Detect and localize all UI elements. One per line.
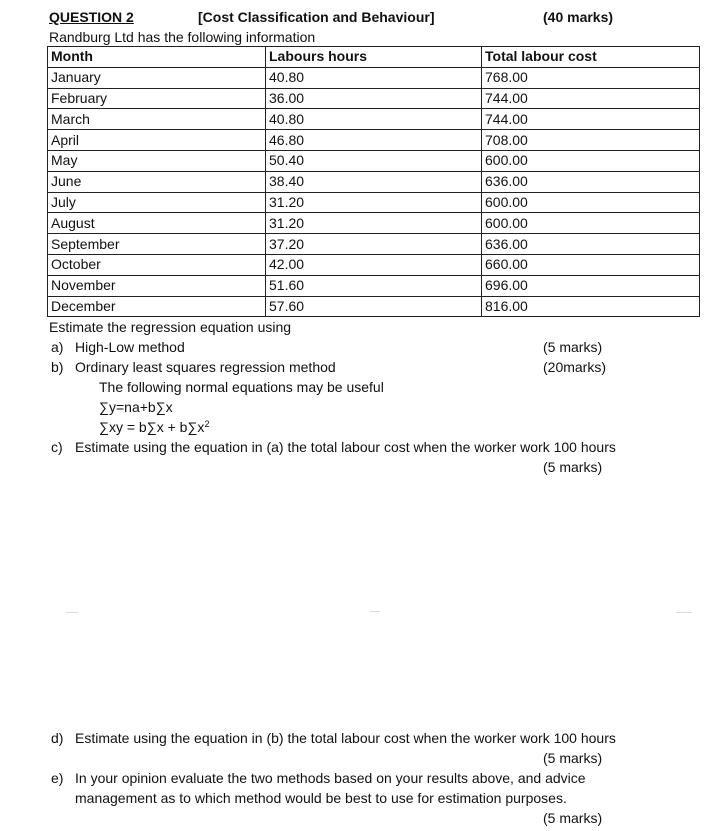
part-d-text: Estimate using the equation in (b) the total labour cost when the worker work 100 hours xyxy=(75,730,616,746)
cell-month: June xyxy=(48,171,266,192)
table-row xyxy=(48,213,700,234)
part-e-letter: e) xyxy=(51,770,64,786)
part-e-text-line2: management as to which method would be best to use for estimation purposes. xyxy=(75,790,567,806)
cell-labour-hours: 36.00 xyxy=(266,88,482,109)
cell-total-labour-cost: 600.00 xyxy=(482,213,700,234)
cell-labour-hours: 57.60 xyxy=(266,296,482,317)
part-b-marks: (20marks) xyxy=(543,359,607,375)
header-labour-hours: Labours hours xyxy=(266,47,482,68)
part-b-text: Ordinary least squares regression method xyxy=(75,359,336,375)
scan-artifact xyxy=(66,612,78,613)
table-header-row xyxy=(48,47,700,68)
part-c-marks: (5 marks) xyxy=(543,459,603,475)
cell-labour-hours: 31.20 xyxy=(266,192,482,213)
header-total-labour-cost: Total labour cost xyxy=(482,47,700,68)
normal-equation-1: ∑y=na+b∑x xyxy=(99,399,173,415)
cell-month: July xyxy=(48,192,266,213)
cell-month: November xyxy=(48,275,266,296)
table-row xyxy=(48,192,700,213)
part-a-marks: (5 marks) xyxy=(543,339,603,355)
table-row xyxy=(48,109,700,130)
table-row xyxy=(48,150,700,171)
table-row xyxy=(48,296,700,317)
cell-total-labour-cost: 708.00 xyxy=(482,130,700,151)
question-topic: [Cost Classification and Behaviour] xyxy=(198,9,435,25)
labour-cost-table xyxy=(47,46,700,317)
normal-equation-2-exponent: 2 xyxy=(204,419,210,429)
table-body xyxy=(48,67,700,317)
table-row xyxy=(48,67,700,88)
cell-month: August xyxy=(48,213,266,234)
cell-month: February xyxy=(48,88,266,109)
part-b-letter: b) xyxy=(51,359,64,375)
cell-total-labour-cost: 744.00 xyxy=(482,88,700,109)
cell-labour-hours: 40.80 xyxy=(266,67,482,88)
table-row xyxy=(48,254,700,275)
cell-month: October xyxy=(48,254,266,275)
cell-month: March xyxy=(48,109,266,130)
cell-month: April xyxy=(48,130,266,151)
cell-labour-hours: 37.20 xyxy=(266,234,482,255)
cell-labour-hours: 31.20 xyxy=(266,213,482,234)
cell-total-labour-cost: 636.00 xyxy=(482,234,700,255)
scan-artifact xyxy=(676,612,692,613)
cell-total-labour-cost: 696.00 xyxy=(482,275,700,296)
normal-equation-2 xyxy=(99,418,209,436)
table-row xyxy=(48,234,700,255)
cell-total-labour-cost: 660.00 xyxy=(482,254,700,275)
scan-artifact xyxy=(370,611,380,612)
table-row xyxy=(48,88,700,109)
part-c-text: Estimate using the equation in (a) the total labour cost when the worker work 100 hours xyxy=(75,439,616,455)
part-c-letter: c) xyxy=(51,439,63,455)
part-e-marks: (5 marks) xyxy=(543,810,603,826)
cell-total-labour-cost: 768.00 xyxy=(482,67,700,88)
cell-labour-hours: 46.80 xyxy=(266,130,482,151)
normal-equation-2-main: ∑xy = b∑x + b∑x xyxy=(99,419,205,435)
cell-total-labour-cost: 636.00 xyxy=(482,171,700,192)
table-row xyxy=(48,275,700,296)
cell-total-labour-cost: 744.00 xyxy=(482,109,700,130)
part-a-text: High-Low method xyxy=(75,339,185,355)
cell-labour-hours: 40.80 xyxy=(266,109,482,130)
cell-labour-hours: 50.40 xyxy=(266,150,482,171)
cell-month: December xyxy=(48,296,266,317)
cell-month: May xyxy=(48,150,266,171)
header-month: Month xyxy=(48,47,266,68)
part-b-note: The following normal equations may be useful xyxy=(99,379,384,395)
cell-labour-hours: 38.40 xyxy=(266,171,482,192)
part-a-letter: a) xyxy=(51,339,64,355)
cell-month: September xyxy=(48,234,266,255)
cell-total-labour-cost: 600.00 xyxy=(482,150,700,171)
part-d-marks: (5 marks) xyxy=(543,750,603,766)
instruction-text: Estimate the regression equation using xyxy=(49,319,292,335)
cell-total-labour-cost: 600.00 xyxy=(482,192,700,213)
cell-labour-hours: 51.60 xyxy=(266,275,482,296)
cell-labour-hours: 42.00 xyxy=(266,254,482,275)
cell-month: January xyxy=(48,67,266,88)
part-e-text-line1: In your opinion evaluate the two methods based on your results above, and advice xyxy=(75,770,586,786)
intro-text: Randburg Ltd has the following information xyxy=(49,29,316,45)
question-total-marks: (40 marks) xyxy=(543,9,614,25)
question-number: QUESTION 2 xyxy=(49,9,134,25)
table-row xyxy=(48,171,700,192)
part-d-letter: d) xyxy=(51,730,64,746)
cell-total-labour-cost: 816.00 xyxy=(482,296,700,317)
table-row xyxy=(48,130,700,151)
